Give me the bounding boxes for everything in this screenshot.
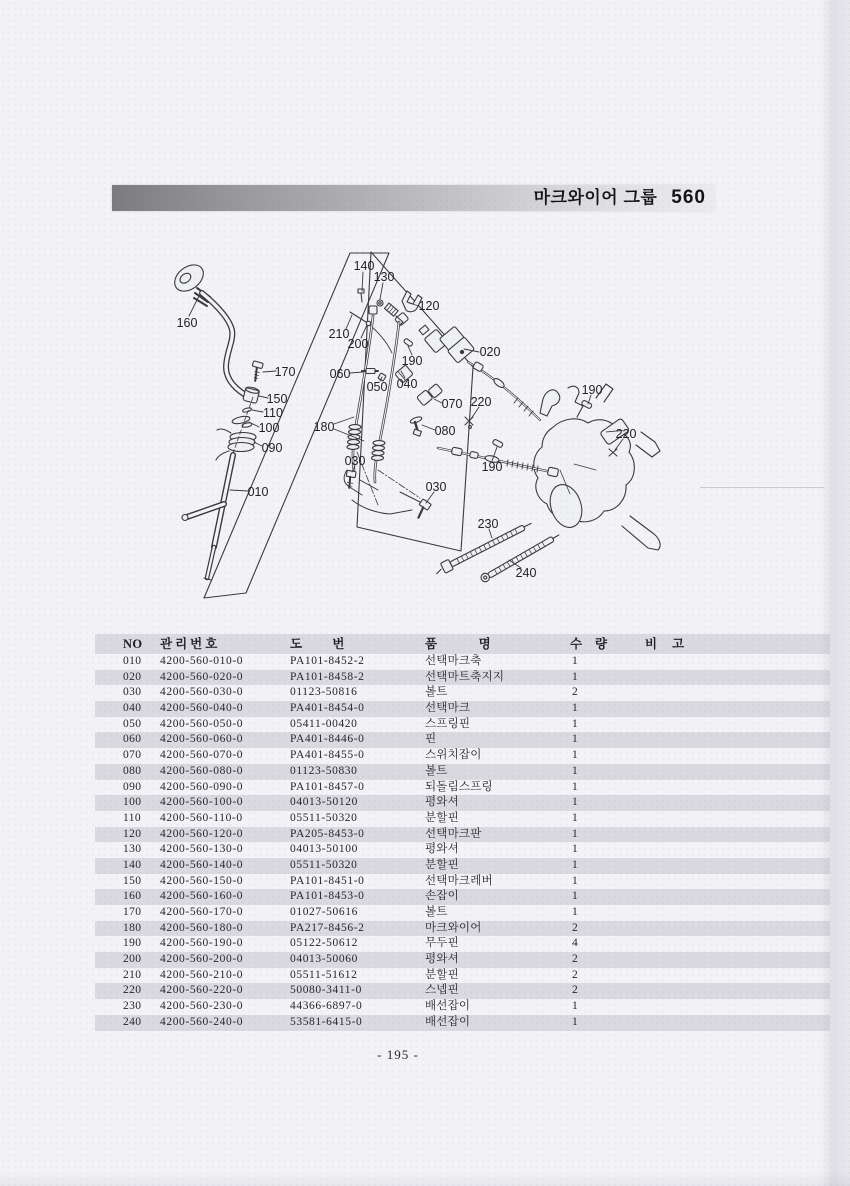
cell-note: [645, 780, 830, 796]
diagram-callout: 220: [615, 427, 637, 441]
cell-qty: 1: [572, 1015, 579, 1028]
table-row: [95, 983, 830, 999]
page-title: [400, 186, 706, 210]
cell-dwg: 44366-6897-0: [290, 1000, 363, 1013]
cell-name: 선택마크: [425, 702, 471, 715]
cell-qty: 2: [572, 686, 579, 699]
table-row: [95, 999, 830, 1015]
table-row: [95, 842, 830, 858]
table-row: [95, 827, 830, 843]
parts-table: [95, 634, 830, 1031]
cell-no: 040: [123, 702, 142, 715]
cell-dwg: PA401-8454-0: [290, 702, 365, 715]
parts-table-header: [95, 634, 830, 654]
cell-mgmt: 4200-560-120-0: [160, 827, 244, 840]
cell-note: [645, 717, 830, 733]
cell-note: [645, 983, 830, 999]
cell-dwg: PA401-8446-0: [290, 733, 365, 746]
cell-dwg: PA101-8452-2: [290, 655, 365, 667]
cell-note: [645, 905, 830, 921]
diagram-callout: 090: [261, 441, 283, 455]
cell-dwg: 04013-50100: [290, 843, 358, 856]
col-header-quantity: 수 량: [570, 637, 608, 651]
cell-mgmt: 4200-560-020-0: [160, 670, 244, 683]
diagram-callout: 230: [477, 517, 499, 531]
cell-name: 평와셔: [425, 843, 459, 856]
cell-dwg: 53581-6415-0: [290, 1015, 363, 1028]
cell-no: 200: [123, 953, 142, 966]
cell-name: 손잡이: [425, 890, 459, 903]
cell-no: 110: [123, 811, 142, 824]
cell-name: 평와셔: [425, 953, 459, 966]
diagram-callout: 180: [313, 420, 335, 434]
parts-table-body: [95, 654, 830, 1031]
cell-no: 160: [123, 890, 142, 903]
cell-mgmt: 4200-560-010-0: [160, 655, 244, 667]
cell-no: 080: [123, 764, 142, 777]
cell-mgmt: 4200-560-200-0: [160, 953, 244, 966]
diagram-panel-left: [204, 253, 389, 598]
cell-qty: 2: [572, 953, 579, 966]
cell-mgmt: 4200-560-210-0: [160, 968, 244, 981]
cell-no: 230: [123, 1000, 142, 1013]
table-row: [95, 670, 830, 686]
cell-no: 210: [123, 968, 142, 981]
group-number: 560: [671, 187, 706, 208]
table-row: [95, 701, 830, 717]
cell-dwg: 01123-50830: [290, 764, 358, 777]
diagram-callout: 020: [479, 345, 501, 359]
cell-qty: 1: [572, 749, 579, 762]
table-row: [95, 936, 830, 952]
cell-name: 스넵핀: [425, 984, 459, 997]
cell-qty: 1: [572, 796, 579, 809]
cell-note: [645, 842, 830, 858]
cell-qty: 1: [572, 670, 579, 683]
cell-qty: 1: [572, 827, 579, 840]
diagram-callout: 110: [263, 406, 283, 420]
diagram-callout: 190: [581, 383, 603, 397]
table-row: [95, 968, 830, 984]
cell-no: 150: [123, 874, 142, 887]
cell-mgmt: 4200-560-190-0: [160, 937, 244, 950]
cell-note: [645, 795, 830, 811]
table-row: [95, 717, 830, 733]
cell-qty: 1: [572, 655, 579, 667]
diagram-callout: 050: [366, 380, 388, 394]
exploded-parts-diagram: [130, 240, 700, 600]
cell-name: 되돌림스프링: [425, 780, 493, 793]
cell-name: 분할핀: [425, 858, 459, 871]
cell-no: 100: [123, 796, 142, 809]
table-row: [95, 654, 830, 670]
diagram-callout: 220: [470, 395, 492, 409]
cell-no: 220: [123, 984, 142, 997]
table-row: [95, 874, 830, 890]
scan-artifact-line: [700, 487, 824, 488]
cell-note: [645, 874, 830, 890]
diagram-callout: 070: [441, 397, 463, 411]
table-row: [95, 921, 830, 937]
cell-note: [645, 748, 830, 764]
cell-name: 선택마크축: [425, 655, 482, 667]
cell-dwg: 01123-50816: [290, 686, 358, 699]
cell-qty: 2: [572, 921, 579, 934]
cell-mgmt: 4200-560-230-0: [160, 1000, 244, 1013]
cell-dwg: PA217-8456-2: [290, 921, 365, 934]
cell-qty: 1: [572, 811, 579, 824]
cell-mgmt: 4200-560-170-0: [160, 906, 244, 918]
table-row: [95, 1015, 830, 1031]
table-row: [95, 685, 830, 701]
cell-no: 180: [123, 921, 142, 934]
cell-mgmt: 4200-560-030-0: [160, 686, 244, 699]
cell-note: [645, 936, 830, 952]
cell-qty: 1: [572, 702, 579, 715]
cell-mgmt: 4200-560-060-0: [160, 733, 244, 746]
cell-note: [645, 999, 830, 1015]
cell-qty: 1: [572, 874, 579, 887]
diagram-callout: 210: [328, 327, 350, 341]
cell-name: 분할핀: [425, 811, 459, 824]
cell-name: 마크와이어: [425, 921, 482, 934]
cell-note: [645, 685, 830, 701]
diagram-callout: 150: [266, 392, 288, 406]
cell-name: 분할핀: [425, 968, 459, 981]
cell-note: [645, 654, 830, 670]
cell-mgmt: 4200-560-220-0: [160, 984, 244, 997]
cell-no: 030: [123, 686, 142, 699]
cell-dwg: 05511-50320: [290, 811, 358, 824]
cell-dwg: 01027-50616: [290, 906, 358, 918]
cell-note: [645, 968, 830, 984]
page-bottom-shadow: [0, 1172, 850, 1186]
cell-name: 스위치잡이: [425, 749, 482, 762]
diagram-callout: 140: [353, 259, 375, 273]
diagram-callout: 190: [401, 354, 423, 368]
diagram-callout: 200: [347, 337, 369, 351]
diagram-callout: 080: [434, 424, 456, 438]
cell-name: 배선잡이: [425, 1015, 471, 1028]
cell-note: [645, 732, 830, 748]
cell-name: 볼트: [425, 686, 448, 699]
cell-mgmt: 4200-560-180-0: [160, 921, 244, 934]
table-row: [95, 732, 830, 748]
cell-dwg: PA101-8451-0: [290, 874, 365, 887]
cell-qty: 1: [572, 890, 579, 903]
cell-mgmt: 4200-560-110-0: [160, 811, 243, 824]
table-row: [95, 764, 830, 780]
table-row: [95, 889, 830, 905]
cell-no: 050: [123, 717, 142, 730]
diagram-callout: 030: [425, 480, 447, 494]
cell-no: 010: [123, 655, 142, 667]
cell-mgmt: 4200-560-160-0: [160, 890, 244, 903]
group-title: 마크와이어 그룹: [533, 188, 658, 207]
table-row: [95, 780, 830, 796]
cell-note: [645, 764, 830, 780]
cell-dwg: PA101-8458-2: [290, 670, 365, 683]
cell-note: [645, 701, 830, 717]
cell-mgmt: 4200-560-070-0: [160, 749, 244, 762]
cell-mgmt: 4200-560-130-0: [160, 843, 244, 856]
cell-mgmt: 4200-560-240-0: [160, 1015, 244, 1028]
cell-no: 190: [123, 937, 142, 950]
cell-name: 핀: [425, 733, 437, 746]
col-header-part-name: 품 명: [425, 637, 491, 651]
col-header-mgmt-number: 관리번호: [160, 637, 221, 651]
page-number: - 195 -: [377, 1047, 419, 1062]
cell-note: [645, 952, 830, 968]
cell-mgmt: 4200-560-150-0: [160, 874, 244, 887]
cell-qty: 2: [572, 984, 579, 997]
cell-no: 140: [123, 858, 142, 871]
cell-mgmt: 4200-560-040-0: [160, 702, 244, 715]
cell-note: [645, 858, 830, 874]
cell-qty: 1: [572, 906, 579, 918]
cell-note: [645, 921, 830, 937]
cell-qty: 2: [572, 968, 579, 981]
cell-qty: 1: [572, 717, 579, 730]
cell-name: 스프링핀: [425, 717, 471, 730]
diagram-callout: 040: [396, 377, 418, 391]
table-row: [95, 905, 830, 921]
cell-dwg: 04013-50060: [290, 953, 358, 966]
cell-dwg: 50080-3411-0: [290, 984, 362, 997]
col-header-drawing-number: 도 번: [290, 637, 346, 651]
diagram-callout: 240: [515, 566, 537, 580]
diagram-callout: 060: [329, 367, 351, 381]
cell-dwg: 05511-50320: [290, 858, 358, 871]
cell-mgmt: 4200-560-080-0: [160, 764, 244, 777]
cell-dwg: PA101-8453-0: [290, 890, 365, 903]
cell-dwg: 05511-51612: [290, 968, 358, 981]
cell-name: 무두핀: [425, 937, 459, 950]
cell-no: 130: [123, 843, 142, 856]
cell-dwg: 04013-50120: [290, 796, 358, 809]
cell-no: 090: [123, 780, 142, 793]
diagram-callout: 030: [344, 454, 366, 468]
cell-qty: 1: [572, 1000, 579, 1013]
cell-dwg: 05122-50612: [290, 937, 358, 950]
diagram-callout: 010: [247, 485, 269, 499]
cell-note: [645, 670, 830, 686]
cell-name: 볼트: [425, 764, 448, 777]
cell-dwg: 05411-00420: [290, 717, 358, 730]
cell-name: 볼트: [425, 906, 448, 918]
cell-no: 020: [123, 670, 142, 683]
cell-note: [645, 889, 830, 905]
cell-dwg: PA401-8455-0: [290, 749, 365, 762]
cell-no: 070: [123, 749, 142, 762]
cell-name: 평와셔: [425, 796, 459, 809]
cell-note: [645, 827, 830, 843]
col-header-remarks: 비 고: [645, 637, 685, 651]
table-row: [95, 952, 830, 968]
cell-name: 선택마크판: [425, 827, 482, 840]
table-row: [95, 811, 830, 827]
cell-qty: 1: [572, 764, 579, 777]
diagram-callout: 120: [418, 299, 440, 313]
diagram-callout: 170: [274, 365, 296, 379]
diagram-callout: 130: [373, 270, 395, 284]
diagram-callout: 160: [176, 316, 198, 330]
cell-qty: 1: [572, 733, 579, 746]
diagram-callout: 190: [481, 460, 503, 474]
cell-no: 240: [123, 1015, 142, 1028]
cell-dwg: PA205-8453-0: [290, 827, 365, 840]
gear-lever: [170, 259, 264, 580]
cell-qty: 1: [572, 780, 579, 793]
cell-name: 선택마크레버: [425, 874, 493, 887]
table-row: [95, 795, 830, 811]
cell-no: 120: [123, 827, 142, 840]
diagram-callout: 100: [258, 421, 280, 435]
cell-qty: 4: [572, 937, 579, 950]
cell-note: [645, 811, 830, 827]
cell-note: [645, 1015, 830, 1031]
cell-mgmt: 4200-560-050-0: [160, 717, 244, 730]
cell-mgmt: 4200-560-090-0: [160, 780, 244, 793]
table-row: [95, 748, 830, 764]
cell-qty: 1: [572, 858, 579, 871]
cell-dwg: PA101-8457-0: [290, 780, 365, 793]
cell-no: 170: [123, 906, 142, 918]
cell-mgmt: 4200-560-140-0: [160, 858, 244, 871]
cell-no: 060: [123, 733, 142, 746]
cell-mgmt: 4200-560-100-0: [160, 796, 244, 809]
cell-name: 배선잡이: [425, 1000, 471, 1013]
cell-qty: 1: [572, 843, 579, 856]
cell-name: 선택마트축지지: [425, 670, 505, 683]
table-row: [95, 858, 830, 874]
col-header-no: NO: [123, 637, 143, 651]
